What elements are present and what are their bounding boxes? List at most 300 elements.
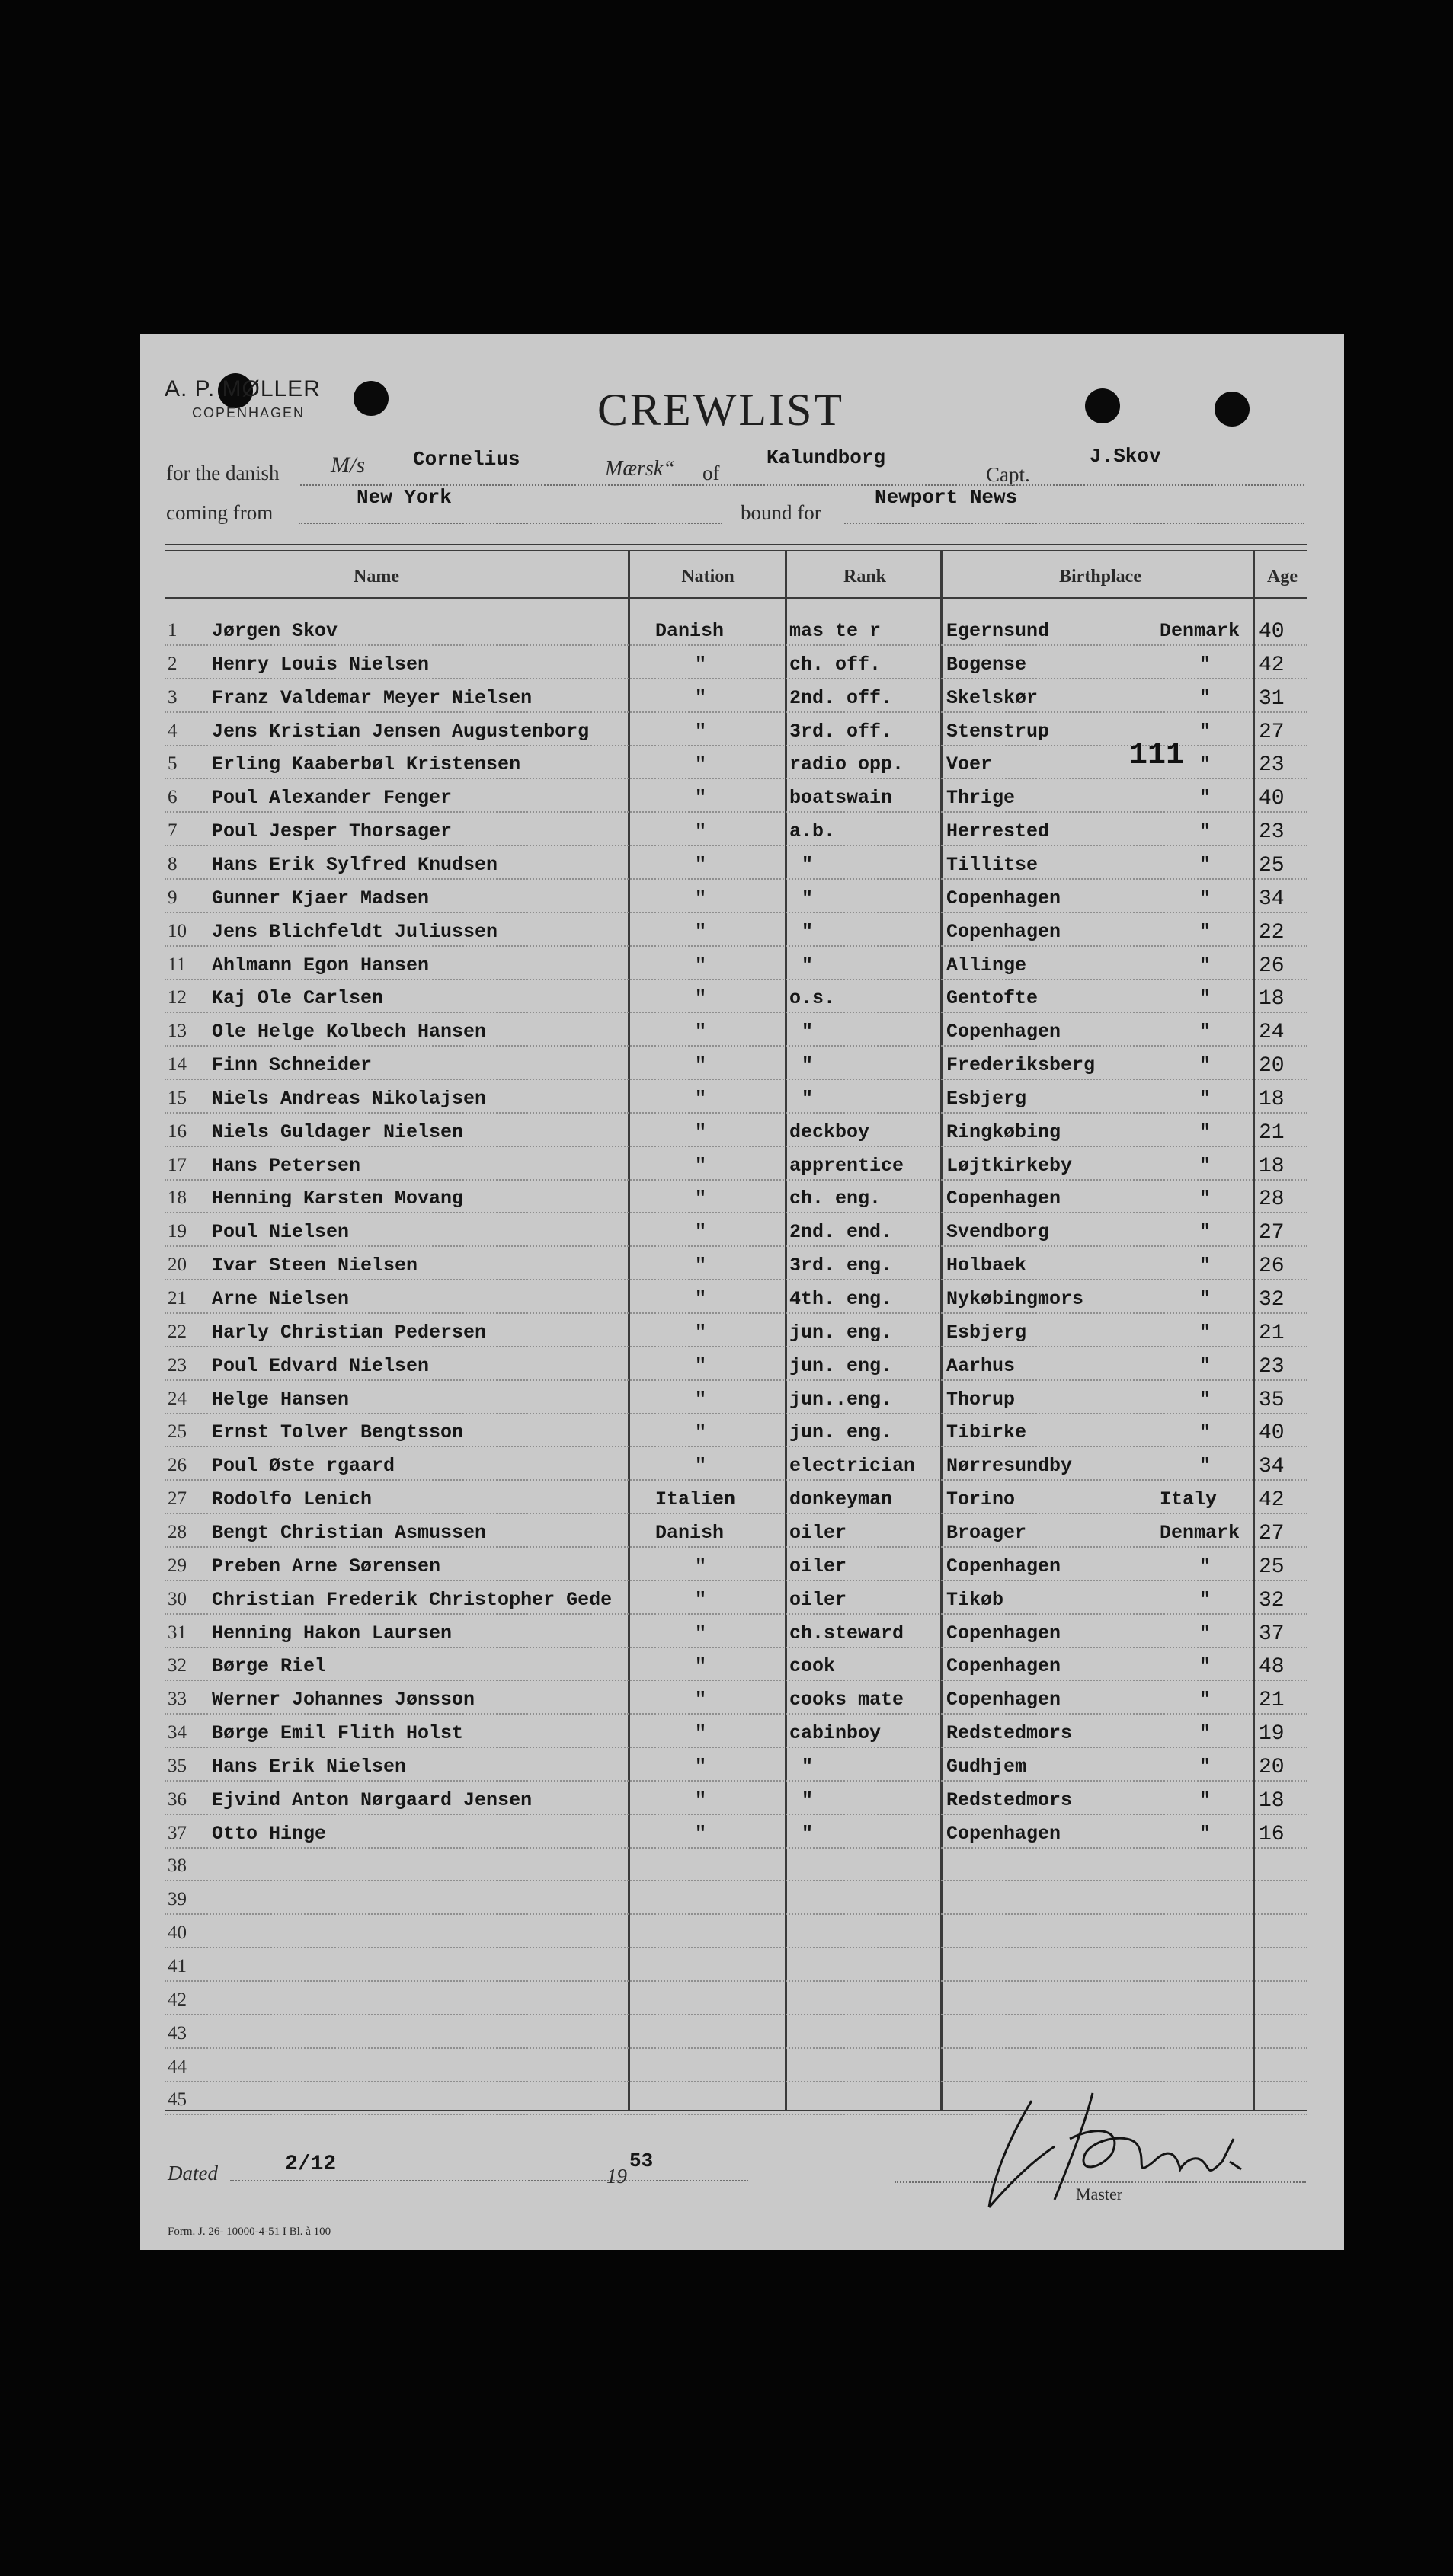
crew-name: Christian Frederik Christopher Gede: [212, 1589, 613, 1611]
crew-name: Helge Hansen: [212, 1389, 350, 1411]
crew-birthplace: Gudhjem: [946, 1756, 1027, 1778]
row-number: 35: [168, 1756, 187, 1776]
crew-birthplace: Løjtkirkeby: [946, 1155, 1073, 1177]
crew-country: ": [1199, 1455, 1211, 1477]
crew-age: 26: [1259, 954, 1285, 978]
crew-country: ": [1199, 1254, 1211, 1277]
crew-age: 23: [1259, 753, 1285, 777]
crew-row: [140, 1452, 1344, 1482]
crew-birthplace: Allinge: [946, 954, 1027, 976]
row-number: 27: [168, 1488, 187, 1509]
crew-country: ": [1199, 787, 1211, 809]
crew-country: ": [1199, 1722, 1211, 1744]
row-number: 11: [168, 954, 187, 975]
crew-name: Niels Guldager Nielsen: [212, 1121, 464, 1143]
crew-birthplace: Voer: [946, 753, 993, 775]
crew-row: [140, 1986, 1344, 2017]
port-name: Kalundborg: [767, 446, 886, 469]
crew-rank: 3rd. eng.: [789, 1254, 893, 1277]
crew-rank: oiler: [789, 1589, 847, 1611]
crew-country: ": [1199, 1589, 1211, 1611]
master-label: Master: [1076, 2184, 1123, 2204]
crew-country: ": [1199, 1021, 1211, 1043]
crew-nation: Danish: [655, 1522, 725, 1544]
crew-country: ": [1199, 1221, 1211, 1243]
row-number: 13: [168, 1021, 187, 1041]
crew-birthplace: Thrige: [946, 787, 1016, 809]
column-header-name: Name: [354, 567, 399, 586]
dated-value: 2/12: [285, 2153, 337, 2176]
crew-country: ": [1199, 1823, 1211, 1845]
crew-country: ": [1199, 921, 1211, 943]
ship-name: Cornelius: [413, 448, 520, 471]
crew-country: Denmark: [1160, 1522, 1240, 1544]
crew-birthplace: Tikøb: [946, 1589, 1004, 1611]
crew-rank: ": [802, 1054, 814, 1076]
crew-age: 35: [1259, 1389, 1285, 1412]
crew-name: Poul Jesper Thorsager: [212, 820, 453, 842]
crew-row: [140, 1352, 1344, 1382]
crew-birthplace: Thorup: [946, 1389, 1016, 1411]
crew-name: Ejvind Anton Nørgaard Jensen: [212, 1789, 533, 1811]
row-number: 12: [168, 987, 187, 1008]
crew-rank: 3rd. off.: [789, 721, 893, 743]
crew-age: 24: [1259, 1021, 1285, 1044]
row-number: 36: [168, 1789, 187, 1810]
crew-row: [140, 784, 1344, 814]
column-header-rank: Rank: [843, 567, 887, 586]
crew-age: 34: [1259, 1455, 1285, 1478]
row-number: 40: [168, 1922, 187, 1943]
crew-country: ": [1199, 1054, 1211, 1076]
row-number: 20: [168, 1254, 187, 1275]
row-number: 7: [168, 820, 178, 841]
crewlist-form: [140, 334, 1344, 2250]
row-number: 26: [168, 1455, 187, 1475]
crew-birthplace: Copenhagen: [946, 1555, 1061, 1577]
crew-row: [140, 1085, 1344, 1115]
bound-for-value: Newport News: [875, 486, 1018, 509]
crew-row: [140, 1018, 1344, 1048]
crew-row: [140, 1852, 1344, 1883]
crew-rank: 2nd. end.: [789, 1221, 893, 1243]
crew-nation: ": [695, 1722, 707, 1744]
crew-rank: oiler: [789, 1555, 847, 1577]
crew-birthplace: Herrested: [946, 820, 1050, 842]
crew-name: Otto Hinge: [212, 1823, 327, 1845]
crew-nation: ": [695, 1187, 707, 1210]
crew-rank: ": [802, 954, 814, 976]
crew-age: 27: [1259, 1522, 1285, 1545]
crew-row: [140, 1719, 1344, 1750]
row-number: 43: [168, 2023, 187, 2044]
crew-age: 18: [1259, 987, 1285, 1011]
crew-name: Harly Christian Pedersen: [212, 1322, 487, 1344]
crew-row: [140, 1051, 1344, 1082]
crew-age: 21: [1259, 1689, 1285, 1712]
crew-rank: jun..eng.: [789, 1389, 893, 1411]
row-number: 16: [168, 1121, 187, 1142]
crew-row: [140, 1786, 1344, 1817]
crew-row: [140, 1285, 1344, 1315]
crew-nation: Italien: [655, 1488, 736, 1510]
crew-row: [140, 918, 1344, 948]
crew-nation: ": [695, 1021, 707, 1043]
crew-name: Poul Alexander Fenger: [212, 787, 453, 809]
crew-country: ": [1199, 954, 1211, 976]
column-header-nation: Nation: [681, 567, 735, 586]
crew-birthplace: Torino: [946, 1488, 1016, 1510]
crew-rank: ": [802, 1088, 814, 1110]
crew-nation: ": [695, 1789, 707, 1811]
row-number: 9: [168, 887, 178, 908]
company-name: A. P. MØLLER: [165, 376, 321, 401]
crew-country: ": [1199, 1622, 1211, 1644]
crew-name: Ole Helge Kolbech Hansen: [212, 1021, 487, 1043]
crew-row: [140, 1619, 1344, 1650]
crew-nation: ": [695, 1622, 707, 1644]
crew-nation: ": [695, 1322, 707, 1344]
row-number: 5: [168, 753, 178, 774]
crew-age: 42: [1259, 654, 1285, 677]
crew-country: ": [1199, 1322, 1211, 1344]
crew-age: 32: [1259, 1288, 1285, 1312]
crew-country: Denmark: [1160, 620, 1240, 642]
crew-age: 18: [1259, 1088, 1285, 1111]
crew-age: 40: [1259, 620, 1285, 644]
crew-rank: mas te r: [789, 620, 882, 642]
crew-birthplace: Esbjerg: [946, 1322, 1027, 1344]
crew-rank: radio opp.: [789, 753, 904, 775]
crew-row: [140, 1552, 1344, 1583]
crew-name: Kaj Ole Carlsen: [212, 987, 384, 1009]
crew-name: Hans Petersen: [212, 1155, 361, 1177]
crew-row: [140, 884, 1344, 915]
crew-name: Ernst Tolver Bengtsson: [212, 1421, 464, 1443]
crew-name: Gunner Kjaer Madsen: [212, 887, 430, 909]
crew-nation: ": [695, 921, 707, 943]
crew-birthplace: Holbaek: [946, 1254, 1027, 1277]
for-label: for the danish: [166, 462, 280, 484]
year-suffix: 53: [629, 2149, 654, 2172]
crew-country: ": [1199, 1121, 1211, 1143]
crew-rank: oiler: [789, 1522, 847, 1544]
crew-birthplace: Redstedmors: [946, 1722, 1073, 1744]
crew-age: 27: [1259, 1221, 1285, 1245]
crew-rank: o.s.: [789, 987, 836, 1009]
crew-row: [140, 817, 1344, 848]
crew-nation: ": [695, 721, 707, 743]
crew-birthplace: Copenhagen: [946, 1187, 1061, 1210]
row-number: 3: [168, 687, 178, 708]
crew-age: 34: [1259, 887, 1285, 911]
crew-row: [140, 1218, 1344, 1248]
crew-rank: ch. off.: [789, 654, 882, 676]
crew-name: Bengt Christian Asmussen: [212, 1522, 487, 1544]
row-number: 6: [168, 787, 178, 807]
capt-label: Capt.: [986, 463, 1030, 486]
crew-nation: ": [695, 987, 707, 1009]
crew-birthplace: Stenstrup: [946, 721, 1050, 743]
crew-rank: donkeyman: [789, 1488, 893, 1510]
crew-country: ": [1199, 753, 1211, 775]
coming-from-label: coming from: [166, 501, 274, 524]
crew-country: ": [1199, 1389, 1211, 1411]
company-city: COPENHAGEN: [192, 405, 306, 420]
crew-age: 40: [1259, 787, 1285, 810]
crew-age: 32: [1259, 1589, 1285, 1612]
crew-age: 18: [1259, 1155, 1285, 1178]
of-label: of: [702, 462, 720, 484]
crew-nation: ": [695, 753, 707, 775]
row-number: 22: [168, 1322, 187, 1342]
row-number: 33: [168, 1689, 187, 1709]
crew-row: [140, 1251, 1344, 1282]
crew-country: ": [1199, 721, 1211, 743]
crew-age: 28: [1259, 1187, 1285, 1211]
captain-name: J.Skov: [1090, 445, 1161, 468]
crew-rank: deckboy: [789, 1121, 870, 1143]
crew-rank: boatswain: [789, 787, 893, 809]
crew-country: ": [1199, 1088, 1211, 1110]
crew-age: 48: [1259, 1655, 1285, 1679]
crew-name: Franz Valdemar Meyer Nielsen: [212, 687, 533, 709]
row-number: 8: [168, 854, 178, 874]
column-header-birthplace: Birthplace: [1059, 567, 1141, 586]
crew-nation: Danish: [655, 620, 725, 642]
crew-row: [140, 1586, 1344, 1616]
column-header-age: Age: [1267, 567, 1298, 586]
crew-nation: ": [695, 1355, 707, 1377]
coming-from-value: New York: [357, 486, 452, 509]
row-number: 45: [168, 2089, 187, 2110]
crew-birthplace: Skelskør: [946, 687, 1039, 709]
crew-age: 22: [1259, 921, 1285, 944]
crew-nation: ": [695, 854, 707, 876]
crew-country: ": [1199, 687, 1211, 709]
crew-birthplace: Copenhagen: [946, 887, 1061, 909]
crew-name: Henning Hakon Laursen: [212, 1622, 453, 1644]
crew-rank: cook: [789, 1655, 836, 1677]
crew-nation: ": [695, 1823, 707, 1845]
crew-row: [140, 951, 1344, 982]
crew-country: ": [1199, 1555, 1211, 1577]
crew-row: [140, 1519, 1344, 1549]
crew-name: Preben Arne Sørensen: [212, 1555, 441, 1577]
crew-age: 20: [1259, 1054, 1285, 1078]
crew-name: Hans Erik Sylfred Knudsen: [212, 854, 498, 876]
crew-rank: a.b.: [789, 820, 836, 842]
row-number: 28: [168, 1522, 187, 1542]
crew-age: 16: [1259, 1823, 1285, 1846]
crew-birthplace: Nørresundby: [946, 1455, 1073, 1477]
crew-birthplace: Esbjerg: [946, 1088, 1027, 1110]
crew-age: 19: [1259, 1722, 1285, 1746]
crew-name: Henning Karsten Movang: [212, 1187, 464, 1210]
crew-country: ": [1199, 1689, 1211, 1711]
crew-country: ": [1199, 987, 1211, 1009]
crew-rank: ": [802, 1789, 814, 1811]
row-number: 10: [168, 921, 187, 941]
crew-birthplace: Gentofte: [946, 987, 1039, 1009]
crew-birthplace: Tibirke: [946, 1421, 1027, 1443]
crew-rank: cabinboy: [789, 1722, 882, 1744]
crew-rank: 2nd. off.: [789, 687, 893, 709]
crew-age: 21: [1259, 1322, 1285, 1345]
year-prefix: 19: [606, 2165, 627, 2188]
row-number: 1: [168, 620, 178, 641]
crew-rank: ": [802, 887, 814, 909]
crew-country: ": [1199, 1655, 1211, 1677]
crew-birthplace: Bogense: [946, 654, 1027, 676]
crew-birthplace: Copenhagen: [946, 1823, 1061, 1845]
row-number: 17: [168, 1155, 187, 1175]
crew-name: Jørgen Skov: [212, 620, 338, 642]
crew-row: [140, 1118, 1344, 1149]
crew-rank: ch. eng.: [789, 1187, 882, 1210]
crew-row: [140, 1652, 1344, 1683]
row-number: 32: [168, 1655, 187, 1676]
crew-name: Børge Emil Flith Holst: [212, 1722, 464, 1744]
crew-nation: ": [695, 1088, 707, 1110]
crew-name: Finn Schneider: [212, 1054, 373, 1076]
punch-hole: [354, 381, 389, 416]
crew-country: ": [1199, 654, 1211, 676]
crew-row: [140, 617, 1344, 647]
crew-rank: electrician: [789, 1455, 916, 1477]
crew-birthplace: Copenhagen: [946, 1021, 1061, 1043]
row-number: 19: [168, 1221, 187, 1242]
annotation-number: 111: [1129, 739, 1185, 773]
crew-age: 23: [1259, 1355, 1285, 1379]
ship-prefix: M/s: [331, 452, 365, 478]
crew-rank: apprentice: [789, 1155, 904, 1177]
punch-hole: [1085, 388, 1120, 423]
crew-country: ": [1199, 1155, 1211, 1177]
crew-row: [140, 1919, 1344, 1950]
crew-nation: ": [695, 887, 707, 909]
crew-rank: jun. eng.: [789, 1421, 893, 1443]
row-number: 39: [168, 1889, 187, 1910]
crew-birthplace: Svendborg: [946, 1221, 1050, 1243]
crew-country: ": [1199, 1288, 1211, 1310]
crew-name: Erling Kaaberbøl Kristensen: [212, 753, 521, 775]
crew-name: Poul Edvard Nielsen: [212, 1355, 430, 1377]
crew-country: ": [1199, 1421, 1211, 1443]
crew-row: [140, 851, 1344, 881]
crew-row: [140, 1184, 1344, 1215]
crew-nation: ": [695, 1555, 707, 1577]
crew-name: Arne Nielsen: [212, 1288, 350, 1310]
crew-nation: ": [695, 1288, 707, 1310]
crew-row: [140, 1886, 1344, 1916]
crew-nation: ": [695, 687, 707, 709]
crew-rank: ": [802, 1823, 814, 1845]
crew-row: [140, 650, 1344, 681]
crew-row: [140, 1753, 1344, 1783]
crew-nation: ": [695, 1689, 707, 1711]
crew-name: Werner Johannes Jønsson: [212, 1689, 475, 1711]
crew-birthplace: Nykøbingmors: [946, 1288, 1084, 1310]
crew-country: ": [1199, 854, 1211, 876]
crew-birthplace: Egernsund: [946, 620, 1050, 642]
crew-name: Jens Blichfeldt Juliussen: [212, 921, 498, 943]
crew-age: 31: [1259, 687, 1285, 711]
crew-nation: ": [695, 820, 707, 842]
crew-name: Poul Øste rgaard: [212, 1455, 395, 1477]
crew-age: 26: [1259, 1254, 1285, 1278]
row-number: 42: [168, 1990, 187, 2010]
row-number: 30: [168, 1589, 187, 1609]
crew-row: [140, 2020, 1344, 2050]
crew-name: Ivar Steen Nielsen: [212, 1254, 418, 1277]
row-number: 34: [168, 1722, 187, 1743]
crew-age: 40: [1259, 1421, 1285, 1445]
punch-hole: [1215, 392, 1250, 427]
crew-nation: ": [695, 654, 707, 676]
crew-row: [140, 984, 1344, 1015]
row-number: 23: [168, 1355, 187, 1376]
crew-nation: ": [695, 787, 707, 809]
crew-birthplace: Ringkøbing: [946, 1121, 1061, 1143]
crew-birthplace: Tillitse: [946, 854, 1039, 876]
crew-rank: ": [802, 854, 814, 876]
row-number: 2: [168, 654, 178, 674]
crew-country: Italy: [1160, 1488, 1218, 1510]
crew-nation: ": [695, 1054, 707, 1076]
crew-birthplace: Copenhagen: [946, 1655, 1061, 1677]
crew-country: ": [1199, 887, 1211, 909]
crew-age: 18: [1259, 1789, 1285, 1813]
crew-nation: ": [695, 1455, 707, 1477]
crew-rank: cooks mate: [789, 1689, 904, 1711]
crew-age: 23: [1259, 820, 1285, 844]
crew-birthplace: Frederiksberg: [946, 1054, 1096, 1076]
row-number: 29: [168, 1555, 187, 1576]
row-number: 15: [168, 1088, 187, 1108]
row-number: 21: [168, 1288, 187, 1309]
crew-name: Ahlmann Egon Hansen: [212, 954, 430, 976]
crew-rank: ch.steward: [789, 1622, 904, 1644]
crew-country: ": [1199, 1789, 1211, 1811]
crew-age: 27: [1259, 721, 1285, 744]
crew-age: 20: [1259, 1756, 1285, 1779]
row-number: 38: [168, 1855, 187, 1876]
crew-row: [140, 1152, 1344, 1182]
crew-row: [140, 1485, 1344, 1516]
row-number: 24: [168, 1389, 187, 1409]
crew-row: [140, 1318, 1344, 1349]
crew-name: Niels Andreas Nikolajsen: [212, 1088, 487, 1110]
row-number: 4: [168, 721, 178, 741]
crew-rank: ": [802, 1756, 814, 1778]
crew-age: 42: [1259, 1488, 1285, 1512]
crew-name: Børge Riel: [212, 1655, 327, 1677]
crew-nation: ": [695, 1221, 707, 1243]
row-number: 25: [168, 1421, 187, 1442]
row-number: 14: [168, 1054, 187, 1075]
crew-name: Henry Louis Nielsen: [212, 654, 430, 676]
crew-nation: ": [695, 1121, 707, 1143]
crew-rank: ": [802, 921, 814, 943]
row-number: 41: [168, 1956, 187, 1977]
crew-age: 21: [1259, 1121, 1285, 1145]
crew-birthplace: Redstedmors: [946, 1789, 1073, 1811]
bound-for-label: bound for: [741, 501, 821, 524]
form-number: Form. J. 26- 10000-4-51 I Bl. à 100: [168, 2226, 331, 2238]
row-number: 37: [168, 1823, 187, 1843]
crew-age: 25: [1259, 1555, 1285, 1579]
